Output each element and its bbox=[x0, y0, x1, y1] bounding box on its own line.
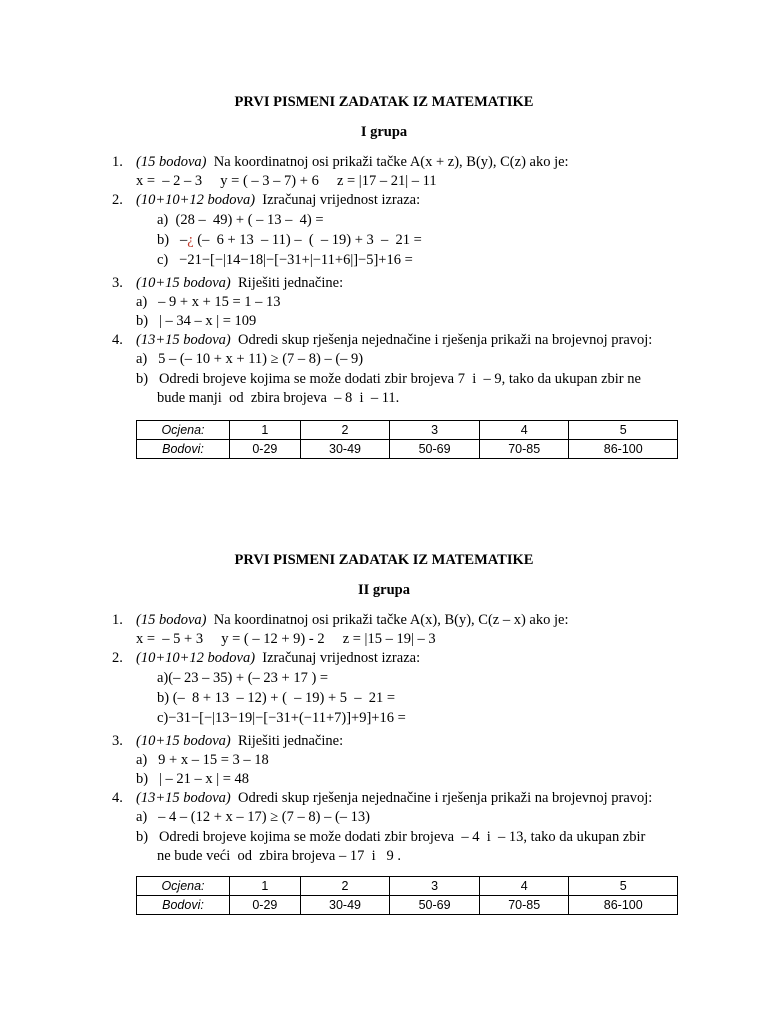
table-header-grade: Ocjena: bbox=[137, 421, 230, 440]
table-cell: 3 bbox=[390, 877, 480, 896]
task-1-number: 1. bbox=[112, 154, 123, 170]
table-cell: 1 bbox=[230, 877, 301, 896]
task-4b-line2: bude manji od zbira brojeva – 8 i – 11. bbox=[157, 390, 400, 406]
task-2c: c) −21−[−|14−18|−[−31+|−11+6|]−5]+16 = bbox=[157, 252, 413, 268]
task-3-points: (10+15 bodova) bbox=[136, 733, 231, 749]
table-cell: 70-85 bbox=[479, 896, 569, 915]
task-4b-line1: b) Odredi brojeve kojima se može dodati zbir brojeva 7 i – 9, tako da ukupan zbir ne bbox=[136, 371, 641, 387]
task-4-text bbox=[136, 331, 652, 349]
task-2b-mark: ¿ bbox=[187, 232, 194, 248]
table-cell: 4 bbox=[479, 877, 569, 896]
table-cell: 50-69 bbox=[390, 440, 480, 459]
task-2-points: (10+10+12 bodova) bbox=[136, 192, 256, 208]
task-1-values: x = – 5 + 3 y = ( – 12 + 9) - 2 z = |15 – 19| – 3 bbox=[136, 631, 436, 647]
table-row bbox=[137, 421, 678, 440]
table-header-points: Bodovi: bbox=[137, 896, 230, 915]
task-4b-line1: b) Odredi brojeve kojima se može dodati zbir brojeva – 4 i – 13, tako da ukupan zbir bbox=[136, 829, 646, 845]
task-1-instruction: Na koordinatnoj osi prikaži tačke A(x + z), B(y), C(z) ako je: bbox=[213, 154, 569, 170]
table-cell: 5 bbox=[569, 421, 678, 440]
table-cell: 2 bbox=[300, 877, 390, 896]
grading-table bbox=[136, 420, 678, 459]
table-cell: 0-29 bbox=[230, 440, 301, 459]
task-2b: b) –¿ (– 6 + 13 – 11) – ( – 19) + 3 – 21 = bbox=[157, 232, 422, 248]
task-2-points: (10+10+12 bodova) bbox=[136, 650, 256, 666]
table-cell: 1 bbox=[230, 421, 301, 440]
task-3-number: 3. bbox=[112, 275, 123, 291]
task-2a: a) (28 – 49) + ( – 13 – 4) = bbox=[157, 212, 324, 228]
task-4-number: 4. bbox=[112, 790, 123, 806]
task-3a: a) – 9 + x + 15 = 1 – 13 bbox=[136, 294, 281, 310]
table-cell: 0-29 bbox=[230, 896, 301, 915]
task-1-number: 1. bbox=[112, 612, 123, 628]
task-3-number: 3. bbox=[112, 733, 123, 749]
task-3b: b) | – 34 – x | = 109 bbox=[136, 313, 257, 329]
task-2-text bbox=[136, 191, 420, 209]
task-2-number: 2. bbox=[112, 192, 123, 208]
task-1-values: x = – 2 – 3 y = ( – 3 – 7) + 6 z = |17 – 21| – 11 bbox=[136, 173, 437, 189]
task-2a: a)(– 23 – 35) + (– 23 + 17 ) = bbox=[157, 670, 329, 686]
task-4a: a) 5 – (– 10 + x + 11) ≥ (7 – 8) – (– 9) bbox=[136, 351, 364, 367]
table-cell: 86-100 bbox=[569, 440, 678, 459]
group-label: I grupa bbox=[360, 124, 408, 140]
table-header-points: Bodovi: bbox=[137, 440, 230, 459]
table-header-grade: Ocjena: bbox=[137, 877, 230, 896]
table-row bbox=[137, 896, 678, 915]
task-1-text bbox=[136, 153, 569, 171]
grading-table bbox=[136, 876, 678, 915]
table-cell: 50-69 bbox=[390, 896, 480, 915]
task-2-instruction: Izračunaj vrijednost izraza: bbox=[262, 192, 421, 208]
task-4-instruction: Odredi skup rješenja nejednačine i rješenja prikaži na brojevnoj pravoj: bbox=[238, 790, 653, 806]
table-cell: 4 bbox=[479, 421, 569, 440]
task-3-instruction: Riješiti jednačine: bbox=[238, 275, 344, 291]
test-title: PRVI PISMENI ZADATAK IZ MATEMATIKE bbox=[234, 94, 534, 110]
task-4-number: 4. bbox=[112, 332, 123, 348]
table-cell: 30-49 bbox=[300, 440, 390, 459]
task-4-points: (13+15 bodova) bbox=[136, 332, 231, 348]
task-3-points: (10+15 bodova) bbox=[136, 275, 231, 291]
task-4-points: (13+15 bodova) bbox=[136, 790, 231, 806]
task-3-text bbox=[136, 274, 343, 292]
task-4-text bbox=[136, 789, 652, 807]
task-1-instruction: Na koordinatnoj osi prikaži tačke A(x), B(y), C(z – x) ako je: bbox=[213, 612, 569, 628]
table-cell: 2 bbox=[300, 421, 390, 440]
task-2-number: 2. bbox=[112, 650, 123, 666]
task-2-text bbox=[136, 649, 420, 667]
task-3-instruction: Riješiti jednačine: bbox=[238, 733, 344, 749]
table-cell: 86-100 bbox=[569, 896, 678, 915]
table-cell: 5 bbox=[569, 877, 678, 896]
test-title: PRVI PISMENI ZADATAK IZ MATEMATIKE bbox=[234, 552, 534, 568]
task-2c: c)−31−[−|13−19|−[−31+(−11+7)]+9]+16 = bbox=[157, 710, 406, 726]
task-2-instruction: Izračunaj vrijednost izraza: bbox=[262, 650, 421, 666]
table-cell: 70-85 bbox=[479, 440, 569, 459]
task-3a: a) 9 + x – 15 = 3 – 18 bbox=[136, 752, 269, 768]
task-3b: b) | – 21 – x | = 48 bbox=[136, 771, 250, 787]
task-4-instruction: Odredi skup rješenja nejednačine i rješenja prikaži na brojevnoj pravoj: bbox=[238, 332, 653, 348]
task-4a: a) – 4 – (12 + x – 17) ≥ (7 – 8) – (– 13) bbox=[136, 809, 370, 825]
table-cell: 30-49 bbox=[300, 896, 390, 915]
table-row bbox=[137, 440, 678, 459]
group-label: II grupa bbox=[358, 582, 410, 598]
task-3-text bbox=[136, 732, 343, 750]
task-4b-line2: ne bude veći od zbira brojeva – 17 i 9 . bbox=[157, 848, 402, 864]
table-cell: 3 bbox=[390, 421, 480, 440]
task-1-points: (15 bodova) bbox=[136, 612, 207, 628]
table-row bbox=[137, 877, 678, 896]
task-1-points: (15 bodova) bbox=[136, 154, 207, 170]
task-2b: b) (– 8 + 13 – 12) + ( – 19) + 5 – 21 = bbox=[157, 690, 396, 706]
task-1-text bbox=[136, 611, 568, 629]
